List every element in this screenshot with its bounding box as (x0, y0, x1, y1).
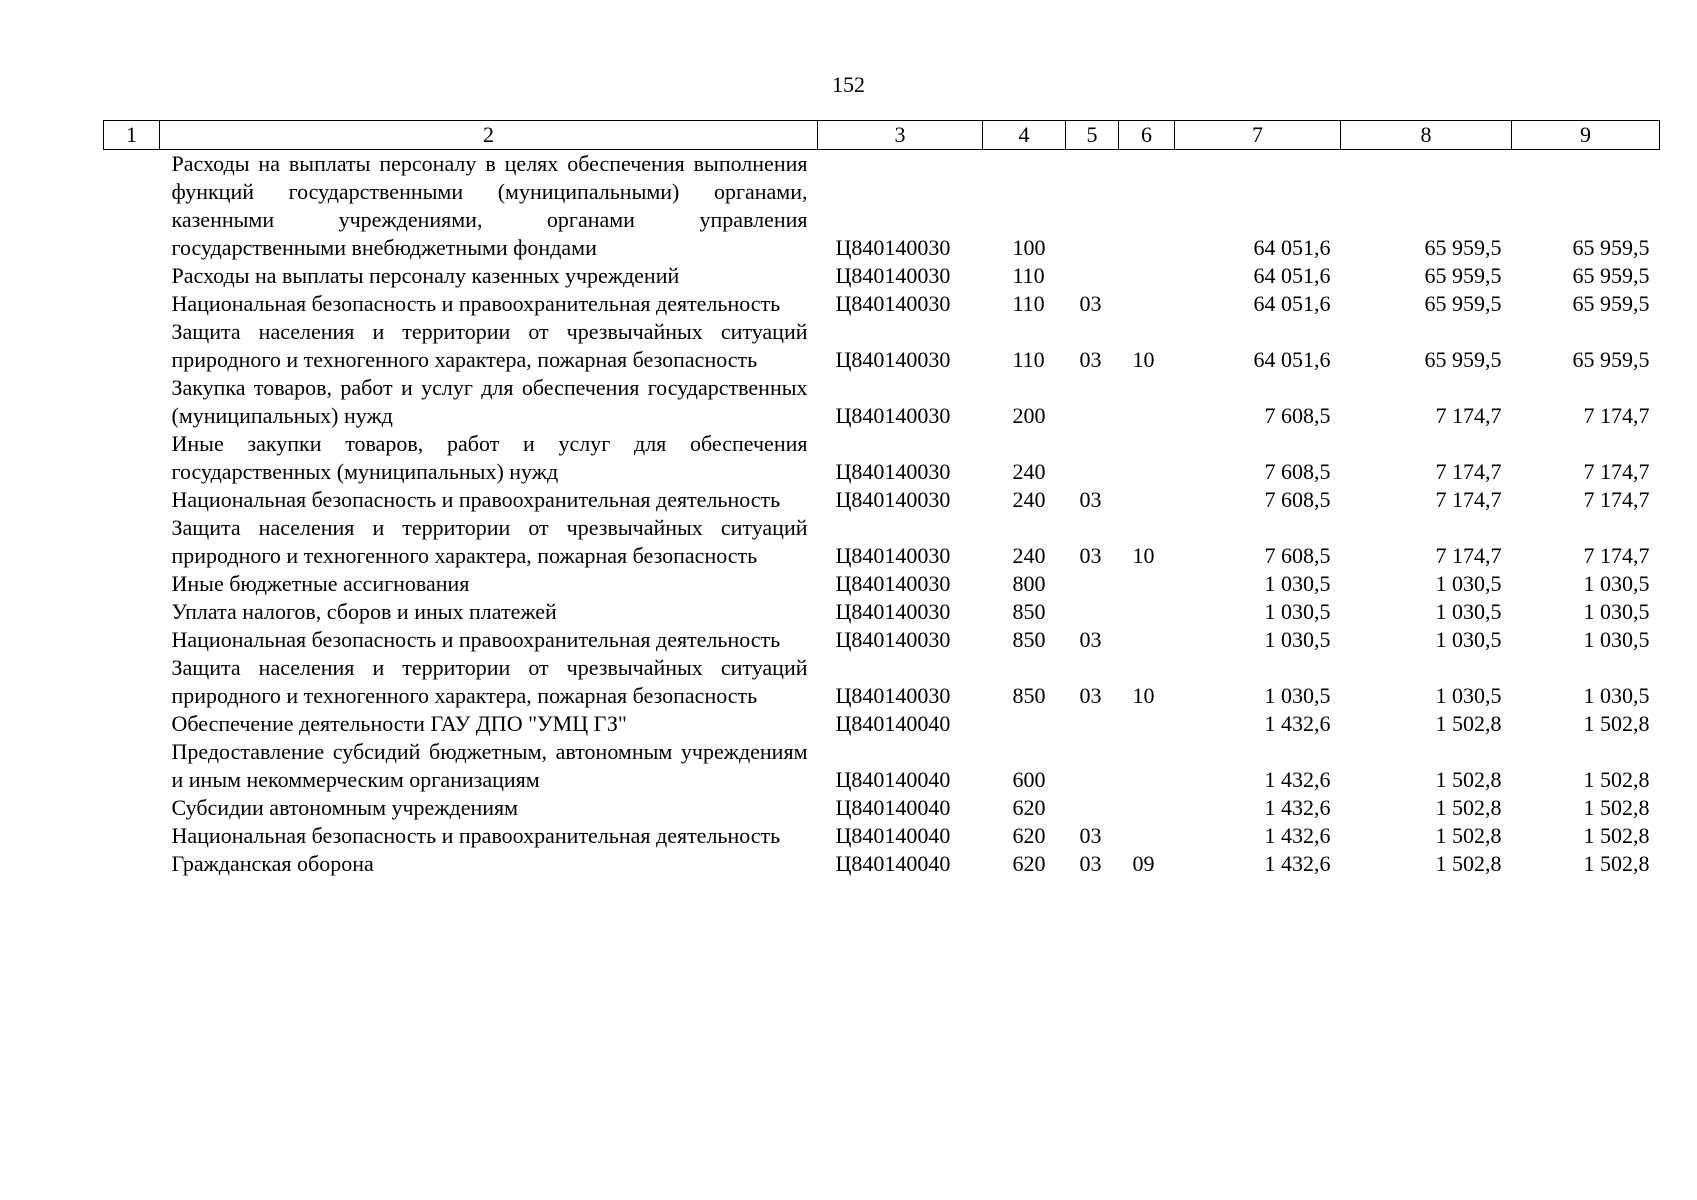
row-target-code: Ц840140030 (835, 459, 951, 484)
row-value-7: 64 051,6 (1253, 235, 1331, 260)
row-expense-type: 600 (1012, 767, 1046, 792)
row-expense-type: 850 (1012, 599, 1046, 624)
row-target-code: Ц840140030 (835, 291, 951, 316)
row-expense-type: 620 (1012, 823, 1046, 848)
row-spacer (104, 654, 160, 710)
table-body (104, 150, 1660, 879)
row-expense-type: 200 (1012, 403, 1046, 428)
row-spacer (104, 262, 160, 290)
row-value-7: 1 432,6 (1264, 851, 1331, 876)
row-name: Уплата налогов, сборов и иных платежей (171, 599, 557, 624)
row-subsection (1119, 626, 1175, 654)
header-col-9: 9 (1512, 121, 1660, 150)
row-value-7: 1 030,5 (1264, 599, 1331, 624)
row-subsection (1119, 598, 1175, 626)
row-name: Защита населения и территории от чрезвычайных ситуаций природного и техногенного характера, пожарная безопасность (171, 319, 808, 372)
row-target-code: Ц840140030 (835, 599, 951, 624)
budget-table (103, 120, 1660, 878)
row-subsection (1119, 486, 1175, 514)
row-target-code: Ц840140030 (835, 403, 951, 428)
row-spacer (104, 850, 160, 878)
header-row (104, 121, 1660, 150)
row-value-9: 1 030,5 (1583, 571, 1650, 596)
row-name: Защита населения и территории от чрезвычайных ситуаций природного и техногенного характера, пожарная безопасность (171, 655, 808, 708)
table-row (104, 262, 1660, 290)
row-name: Субсидии автономным учреждениям (171, 795, 519, 820)
row-name: Национальная безопасность и правоохранительная деятельность (171, 627, 781, 652)
header-col-6: 6 (1119, 121, 1175, 150)
row-value-8: 1 502,8 (1435, 711, 1502, 736)
row-name: Национальная безопасность и правоохранительная деятельность (171, 291, 781, 316)
row-value-9: 1 502,8 (1583, 851, 1650, 876)
row-value-7: 1 432,6 (1264, 795, 1331, 820)
row-expense-type: 110 (1012, 263, 1045, 288)
header-col-7: 7 (1175, 121, 1341, 150)
row-name: Иные бюджетные ассигнования (171, 571, 470, 596)
row-subsection: 10 (1132, 543, 1155, 568)
row-spacer (104, 570, 160, 598)
row-value-7: 1 432,6 (1264, 711, 1331, 736)
row-spacer (104, 626, 160, 654)
row-value-7: 1 030,5 (1264, 627, 1331, 652)
row-target-code: Ц840140030 (835, 683, 951, 708)
table-row (104, 486, 1660, 514)
table-row (104, 514, 1660, 570)
row-value-7: 1 030,5 (1264, 683, 1331, 708)
row-name: Защита населения и территории от чрезвычайных ситуаций природного и техногенного характера, пожарная безопасность (171, 515, 808, 568)
table-row (104, 150, 1660, 263)
row-value-7: 7 608,5 (1264, 459, 1331, 484)
row-section (1066, 598, 1119, 626)
row-section: 03 (1079, 851, 1102, 876)
table-row (104, 794, 1660, 822)
row-value-8: 1 030,5 (1435, 599, 1502, 624)
row-subsection: 09 (1132, 851, 1155, 876)
row-section (1066, 374, 1119, 430)
table-row (104, 626, 1660, 654)
row-section: 03 (1079, 627, 1102, 652)
row-value-8: 7 174,7 (1435, 459, 1502, 484)
header-col-8: 8 (1341, 121, 1512, 150)
row-spacer (104, 318, 160, 374)
row-expense-type: 240 (1012, 487, 1046, 512)
table-row (104, 318, 1660, 374)
row-section: 03 (1079, 683, 1102, 708)
row-name: Национальная безопасность и правоохранительная деятельность (171, 487, 781, 512)
row-value-7: 1 030,5 (1264, 571, 1331, 596)
row-expense-type: 620 (1012, 851, 1046, 876)
row-target-code: Ц840140030 (835, 571, 951, 596)
row-section: 03 (1079, 291, 1102, 316)
row-expense-type: 100 (1012, 235, 1046, 260)
row-value-7: 64 051,6 (1253, 347, 1331, 372)
row-value-9: 7 174,7 (1583, 487, 1650, 512)
row-target-code: Ц840140040 (835, 823, 951, 848)
header-col-2: 2 (160, 121, 818, 150)
row-name: Национальная безопасность и правоохранительная деятельность (171, 823, 781, 848)
row-name: Расходы на выплаты персоналу казенных учреждений (171, 263, 680, 288)
row-target-code: Ц840140030 (835, 235, 951, 260)
row-name: Иные закупки товаров, работ и услуг для обеспечения государственных (муниципальных) нужд (171, 431, 808, 484)
row-subsection (1119, 150, 1175, 263)
row-section (1066, 262, 1119, 290)
row-value-9: 1 502,8 (1583, 711, 1650, 736)
row-spacer (104, 514, 160, 570)
row-section (1066, 794, 1119, 822)
row-expense-type: 240 (1012, 543, 1046, 568)
row-expense-type: 800 (1012, 571, 1046, 596)
table-row (104, 570, 1660, 598)
row-subsection (1119, 570, 1175, 598)
row-name: Гражданская оборона (171, 851, 374, 876)
row-value-9: 65 959,5 (1572, 347, 1650, 372)
row-expense-type: 850 (1012, 683, 1046, 708)
row-value-8: 7 174,7 (1435, 487, 1502, 512)
row-value-9: 1 030,5 (1583, 683, 1650, 708)
row-name: Закупка товаров, работ и услуг для обеспечения государственных (муниципальных) нужд (171, 375, 808, 428)
row-target-code: Ц840140040 (835, 767, 951, 792)
row-target-code: Ц840140030 (835, 543, 951, 568)
row-value-9: 1 502,8 (1583, 823, 1650, 848)
row-value-9: 65 959,5 (1572, 235, 1650, 260)
row-value-8: 65 959,5 (1424, 291, 1502, 316)
row-subsection (1119, 290, 1175, 318)
table-row (104, 850, 1660, 878)
table-header (104, 121, 1660, 150)
row-section (1066, 570, 1119, 598)
table-row (104, 710, 1660, 738)
table-row (104, 374, 1660, 430)
table-row (104, 654, 1660, 710)
row-target-code: Ц840140030 (835, 487, 951, 512)
row-subsection (1119, 794, 1175, 822)
row-value-8: 1 502,8 (1435, 795, 1502, 820)
row-subsection (1119, 262, 1175, 290)
page-number: 152 (832, 72, 865, 97)
row-target-code: Ц840140030 (835, 263, 951, 288)
row-target-code: Ц840140040 (835, 851, 951, 876)
row-spacer (104, 150, 160, 263)
row-value-8: 1 030,5 (1435, 683, 1502, 708)
row-target-code: Ц840140040 (835, 795, 951, 820)
row-spacer (104, 794, 160, 822)
row-value-8: 65 959,5 (1424, 263, 1502, 288)
row-value-8: 7 174,7 (1435, 403, 1502, 428)
table-row (104, 430, 1660, 486)
row-subsection (1119, 430, 1175, 486)
row-target-code: Ц840140030 (835, 347, 951, 372)
row-value-7: 1 432,6 (1264, 823, 1331, 848)
row-expense-type: 110 (1012, 347, 1045, 372)
row-value-9: 65 959,5 (1572, 263, 1650, 288)
row-expense-type: 240 (1012, 459, 1046, 484)
row-expense-type: 620 (1012, 795, 1046, 820)
row-value-9: 1 502,8 (1583, 795, 1650, 820)
row-subsection (1119, 738, 1175, 794)
row-name: Предоставление субсидий бюджетным, автономным учреждениям и иным некоммерческим организациям (171, 739, 808, 792)
row-value-7: 64 051,6 (1253, 263, 1331, 288)
row-section (1066, 710, 1119, 738)
row-subsection (1119, 822, 1175, 850)
table-row (104, 598, 1660, 626)
table-row (104, 822, 1660, 850)
row-expense-type: 850 (1012, 627, 1046, 652)
row-value-8: 1 030,5 (1435, 627, 1502, 652)
row-expense-type: 110 (1012, 291, 1045, 316)
row-spacer (104, 598, 160, 626)
row-spacer (104, 710, 160, 738)
row-spacer (104, 374, 160, 430)
row-spacer (104, 738, 160, 794)
row-section: 03 (1079, 487, 1102, 512)
row-section (1066, 150, 1119, 263)
row-section: 03 (1079, 347, 1102, 372)
row-value-9: 7 174,7 (1583, 403, 1650, 428)
row-value-9: 7 174,7 (1583, 543, 1650, 568)
row-section (1066, 430, 1119, 486)
row-value-8: 1 030,5 (1435, 571, 1502, 596)
header-col-4: 4 (983, 121, 1066, 150)
row-value-7: 7 608,5 (1264, 403, 1331, 428)
row-spacer (104, 486, 160, 514)
row-value-7: 7 608,5 (1264, 543, 1331, 568)
row-section (1066, 738, 1119, 794)
row-subsection: 10 (1132, 683, 1155, 708)
row-spacer (104, 822, 160, 850)
row-value-7: 64 051,6 (1253, 291, 1331, 316)
table-row (104, 738, 1660, 794)
row-expense-type (983, 710, 1066, 738)
row-value-8: 65 959,5 (1424, 235, 1502, 260)
row-value-9: 1 030,5 (1583, 599, 1650, 624)
row-value-9: 65 959,5 (1572, 291, 1650, 316)
row-subsection (1119, 374, 1175, 430)
row-value-8: 1 502,8 (1435, 767, 1502, 792)
row-name: Обеспечение деятельности ГАУ ДПО "УМЦ ГЗ" (171, 711, 627, 736)
row-target-code: Ц840140030 (835, 627, 951, 652)
row-value-8: 65 959,5 (1424, 347, 1502, 372)
row-value-8: 7 174,7 (1435, 543, 1502, 568)
header-col-3: 3 (818, 121, 983, 150)
row-value-7: 7 608,5 (1264, 487, 1331, 512)
row-section: 03 (1079, 823, 1102, 848)
row-subsection (1119, 710, 1175, 738)
row-spacer (104, 290, 160, 318)
row-spacer (104, 430, 160, 486)
row-value-7: 1 432,6 (1264, 767, 1331, 792)
row-subsection: 10 (1132, 347, 1155, 372)
row-value-8: 1 502,8 (1435, 851, 1502, 876)
row-value-8: 1 502,8 (1435, 823, 1502, 848)
row-name: Расходы на выплаты персоналу в целях обеспечения выполнения функций государственными (муниципальными) органами, казенными учреждениями, органами управления государственными внебюджетными фондами (171, 151, 808, 260)
row-section: 03 (1079, 543, 1102, 568)
row-target-code: Ц840140040 (835, 711, 951, 736)
row-value-9: 1 030,5 (1583, 627, 1650, 652)
header-col-5: 5 (1066, 121, 1119, 150)
row-value-9: 7 174,7 (1583, 459, 1650, 484)
row-value-9: 1 502,8 (1583, 767, 1650, 792)
header-col-1: 1 (104, 121, 160, 150)
table-row (104, 290, 1660, 318)
